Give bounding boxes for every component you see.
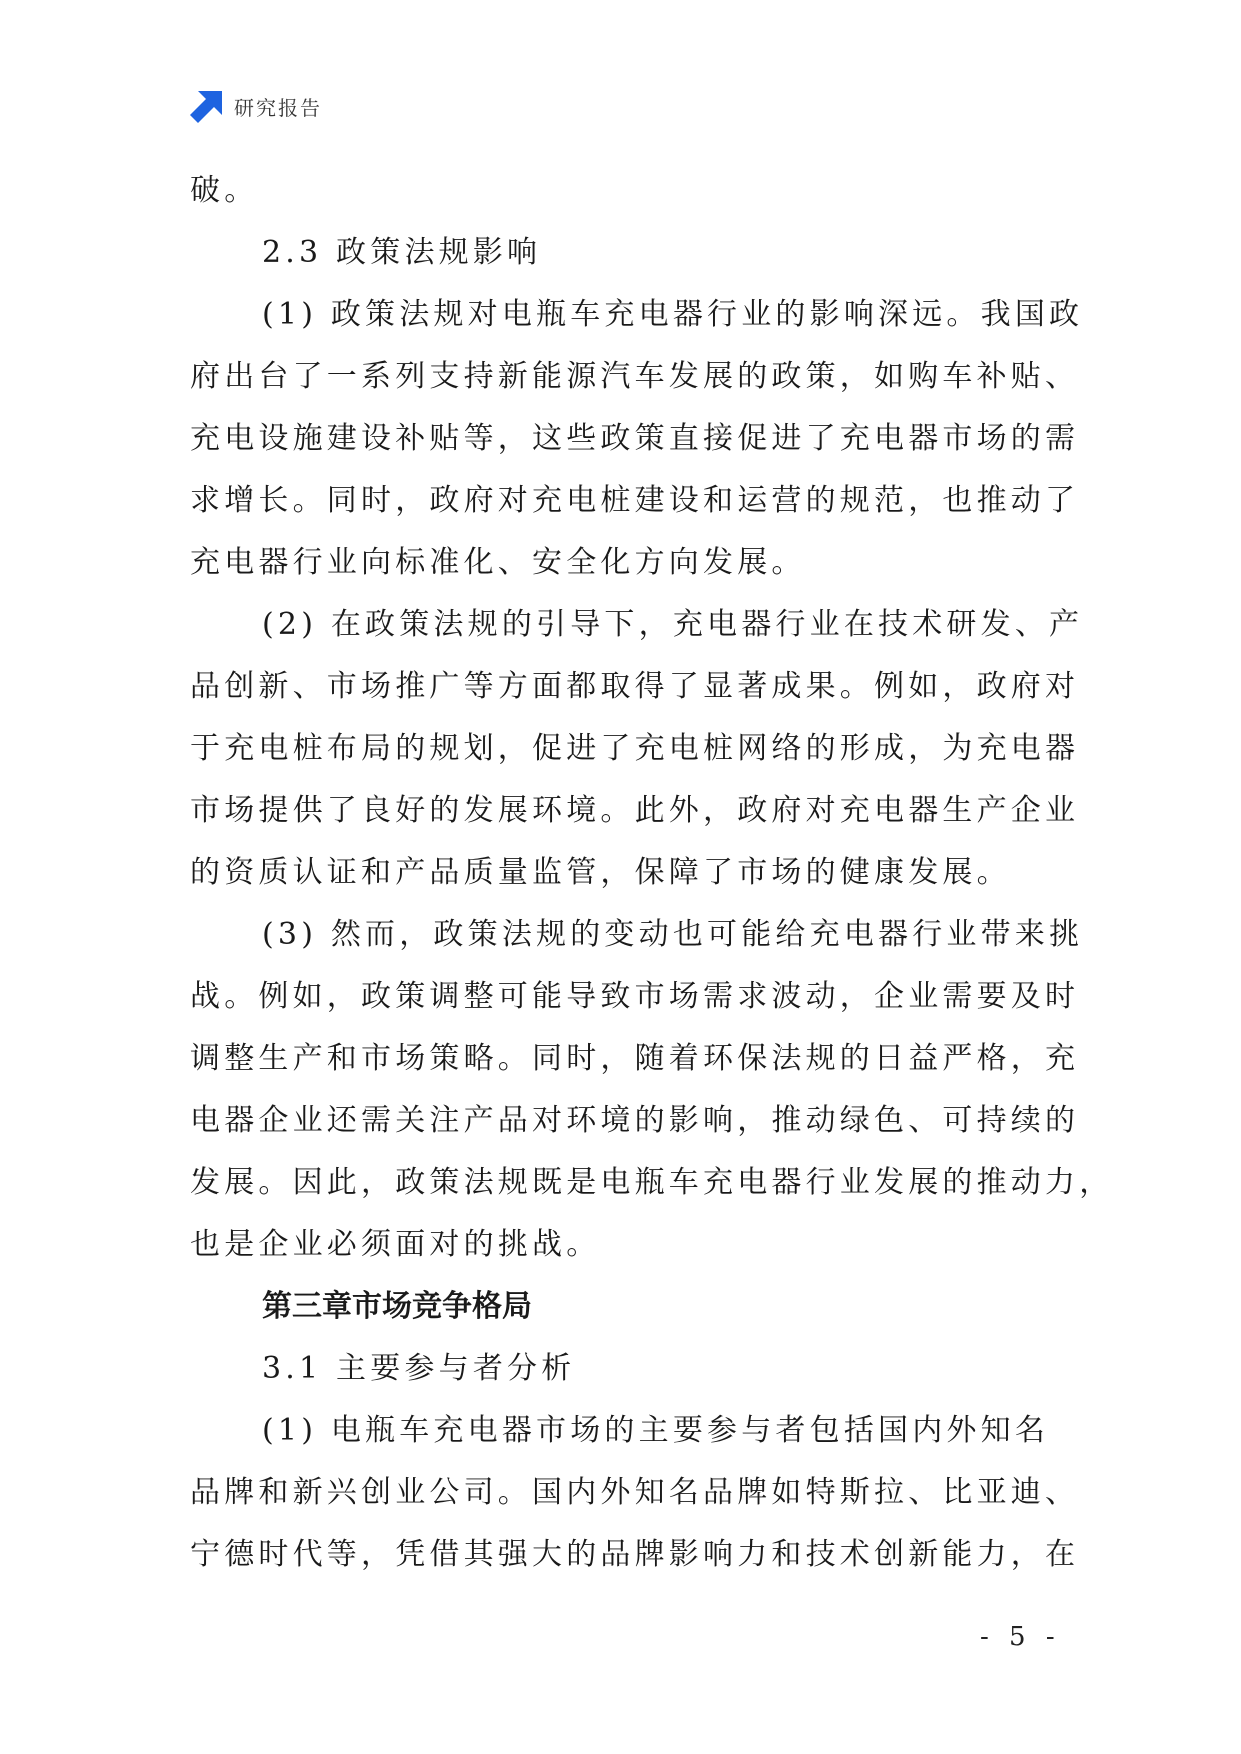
text-line: 求增长。同时，政府对充电桩建设和运营的规范，也推动了 (190, 483, 1080, 518)
text-line: (3) 然而，政策法规的变动也可能给充电器行业带来挑 (262, 917, 1084, 952)
chapter-heading: 第三章市场竞争格局 (262, 1289, 532, 1324)
arrow-logo-icon (190, 89, 224, 123)
text-line: 发展。因此，政策法规既是电瓶车充电器行业发展的推动力， (190, 1165, 1114, 1200)
text-line: 调整生产和市场策略。同时，随着环保法规的日益严格，充 (190, 1041, 1080, 1076)
text-line: 市场提供了良好的发展环境。此外，政府对充电器生产企业 (190, 793, 1080, 828)
text-line: 战。例如，政策调整可能导致市场需求波动，企业需要及时 (190, 979, 1080, 1014)
section-heading: 3.1 主要参与者分析 (262, 1351, 576, 1386)
text-line: 品创新、市场推广等方面都取得了显著成果。例如，政府对 (190, 669, 1080, 704)
section-heading: 2.3 政策法规影响 (262, 235, 542, 270)
text-line: 品牌和新兴创业公司。国内外知名品牌如特斯拉、比亚迪、 (190, 1475, 1080, 1510)
text-line: 也是企业必须面对的挑战。 (190, 1227, 601, 1262)
text-line: 于充电桩布局的规划，促进了充电桩网络的形成，为充电器 (190, 731, 1080, 766)
report-header (190, 88, 322, 124)
text-line: (1) 政策法规对电瓶车充电器行业的影响深远。我国政 (262, 297, 1084, 332)
text-line: (2) 在政策法规的引导下，充电器行业在技术研发、产 (262, 607, 1084, 642)
text-line: 府出台了一系列支持新能源汽车发展的政策，如购车补贴、 (190, 359, 1080, 394)
text-line: (1) 电瓶车充电器市场的主要参与者包括国内外知名 (262, 1413, 1050, 1448)
text-line: 充电设施建设补贴等，这些政策直接促进了充电器市场的需 (190, 421, 1080, 456)
text-line: 充电器行业向标准化、安全化方向发展。 (190, 545, 806, 580)
text-line: 破。 (190, 173, 259, 208)
text-line: 电器企业还需关注产品对环境的影响，推动绿色、可持续的 (190, 1103, 1080, 1138)
header-title: 研究报告 (234, 95, 322, 120)
document-body (190, 160, 1114, 1586)
page-number: - 5 - (980, 1622, 1061, 1652)
text-line: 的资质认证和产品质量监管，保障了市场的健康发展。 (190, 855, 1011, 890)
text-line: 宁德时代等，凭借其强大的品牌影响力和技术创新能力，在 (190, 1537, 1080, 1572)
